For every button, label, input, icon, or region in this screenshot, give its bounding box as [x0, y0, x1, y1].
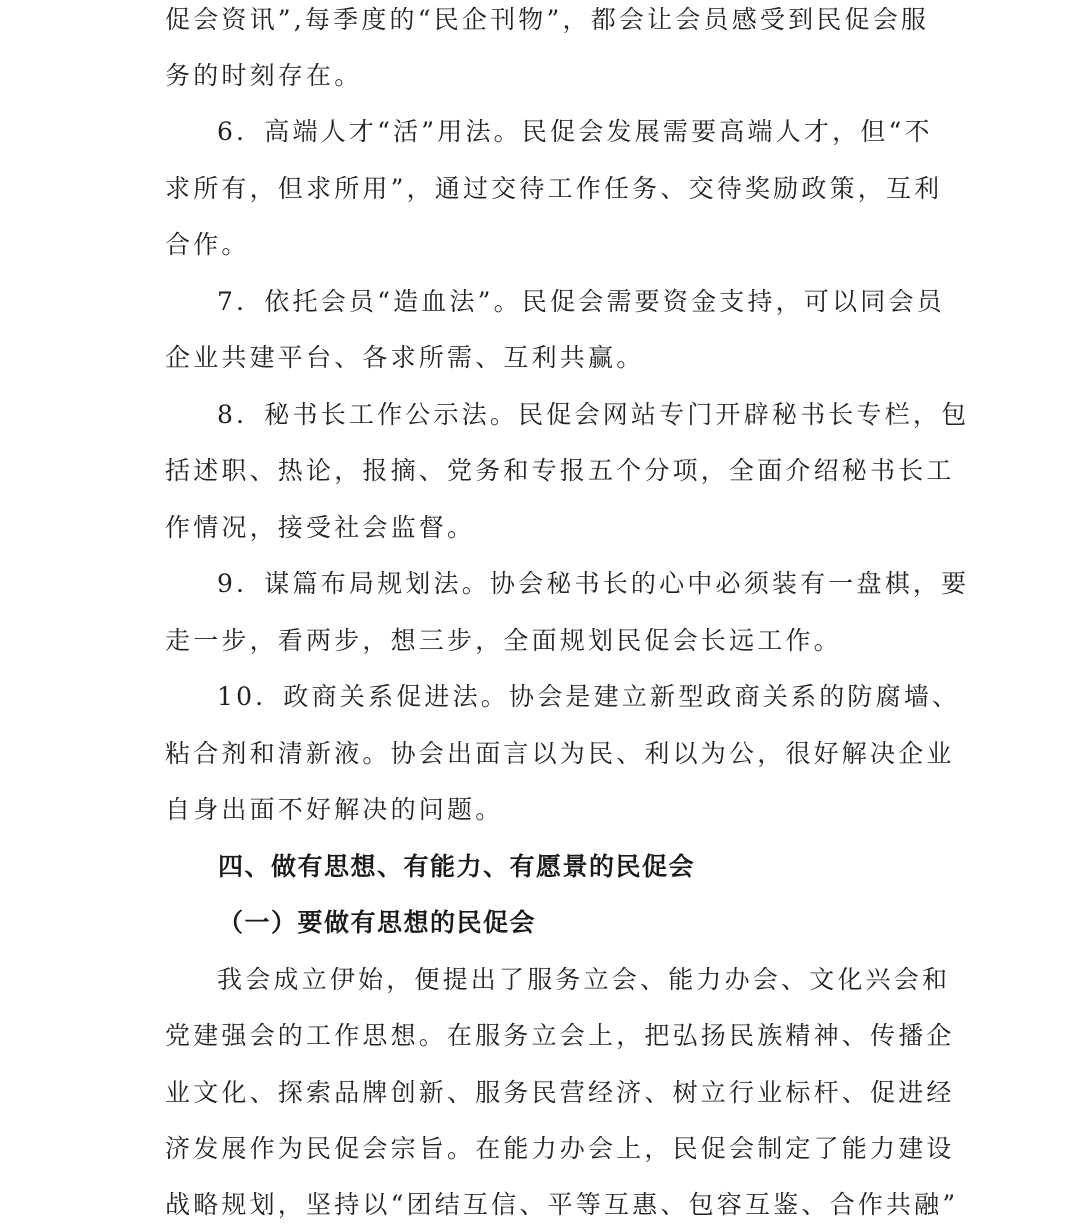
paragraph-line: 促会资讯”,每季度的“民企刊物”，都会让会员感受到民促会服: [165, 5, 930, 34]
paragraph-line: 济发展作为民促会宗旨。在能力办会上，民促会制定了能力建设: [165, 1134, 955, 1163]
list-item-8-line: 8．秘书长工作公示法。民促会网站专门开辟秘书长专栏，包: [217, 400, 970, 429]
list-item-8-line: 作情况，接受社会监督。: [165, 513, 476, 542]
list-item-6-line: 求所有，但求所用”，通过交待工作任务、交待奖励政策，互利: [165, 174, 943, 203]
subsection-heading: （一）要做有思想的民促会: [218, 908, 537, 937]
paragraph-line: 业文化、探索品牌创新、服务民营经济、树立行业标杆、促进经: [165, 1078, 955, 1107]
section-heading: 四、做有思想、有能力、有愿景的民促会: [218, 852, 696, 881]
list-item-9-line: 走一步，看两步，想三步，全面规划民促会长远工作。: [165, 626, 842, 655]
list-item-10-line: 10．政商关系促进法。协会是建立新型政商关系的防腐墙、: [217, 682, 961, 711]
paragraph-line: 我会成立伊始，便提出了服务立会、能力办会、文化兴会和: [217, 965, 951, 994]
paragraph-line: 战略规划，坚持以“团结互信、平等互惠、包容互鉴、合作共融”: [165, 1190, 959, 1219]
list-item-6-line: 合作。: [165, 230, 250, 259]
list-item-6-line: 6．高端人才“活”用法。民促会发展需要高端人才，但“不: [217, 117, 933, 146]
list-item-7-line: 7．依托会员“造血法”。民促会需要资金支持，可以同会员: [217, 287, 945, 316]
list-item-8-line: 括述职、热论，报摘、党务和专报五个分项，全面介绍秘书长工: [165, 456, 955, 485]
list-item-10-line: 自身出面不好解决的问题。: [165, 795, 504, 824]
list-item-9-line: 9．谋篇布局规划法。协会秘书长的心中必须装有一盘棋，要: [217, 569, 970, 598]
paragraph-line: 务的时刻存在。: [165, 61, 363, 90]
list-item-7-line: 企业共建平台、各求所需、互利共赢。: [165, 343, 645, 372]
paragraph-line: 党建强会的工作思想。在服务立会上，把弘扬民族精神、传播企: [165, 1021, 955, 1050]
list-item-10-line: 粘合剂和清新液。协会出面言以为民、利以为公，很好解决企业: [165, 739, 955, 768]
